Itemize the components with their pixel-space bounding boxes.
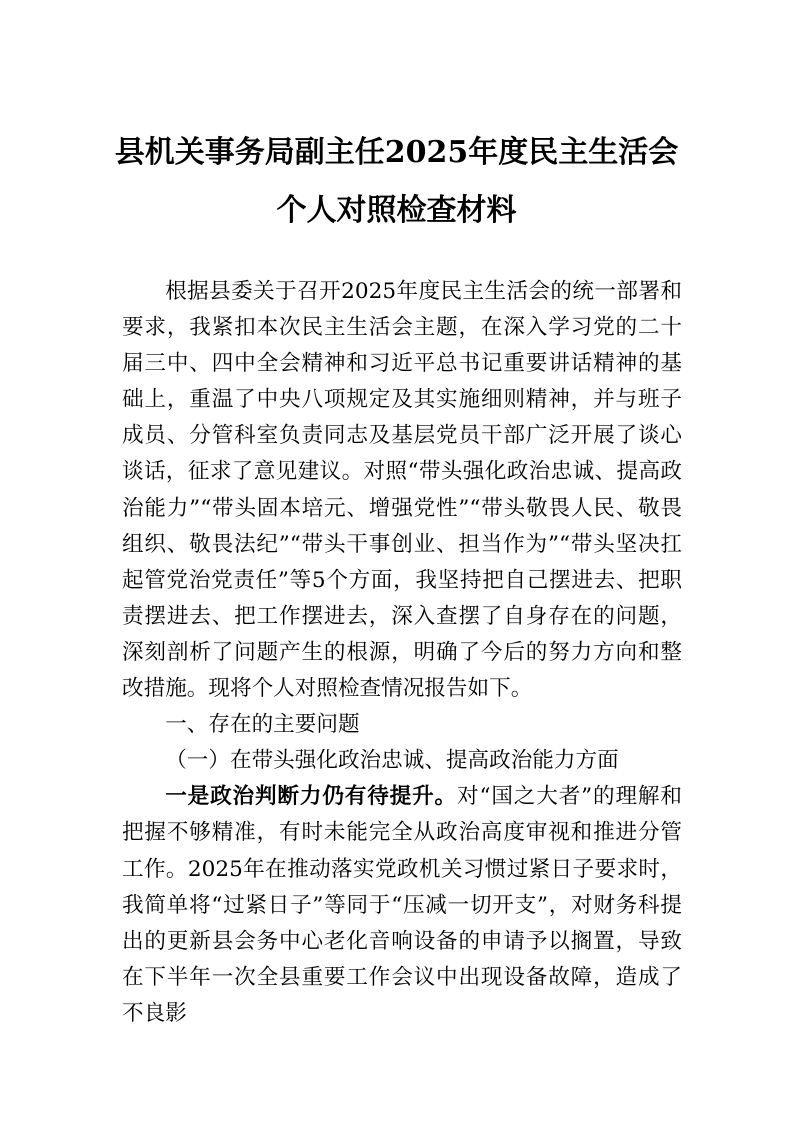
subsection-heading-1: （一）在带头强化政治忠诚、提高政治能力方面 [165,748,619,774]
section-heading-1: 一、存在的主要问题 [165,712,360,738]
point-lead-1: 一是政治判断力仍有待提升。 [165,784,458,810]
document-body [122,274,682,1032]
intro-paragraph: 根据县委关于召开2025年度民主生活会的统一部署和要求，我紧扣本次民主生活会主题，在深入学习党的二十届三中、四中全会精神和习近平总书记重要讲话精神的基础上，重温了中央八项规定及其实施细则精神，并与班子成员、分管科室负责同志及基层党员干部广泛开展了谈心谈话，征求了意见建议。对照“带头强化政治忠诚、提高政治能力”“带头固本培元、增强党性”“带头敬畏人民、敬畏组织、敬畏法纪”“带头干事创业、担当作为”“带头坚决扛起管党治党责任”等5个方面，我坚持把自己摆进去、把职责摆进去、把工作摆进去，深入查摆了自身存在的问题，深刻剖析了问题产生的根源，明确了今后的努力方向和整改措施。现将个人对照检查情况报告如下。 [122,279,682,702]
document-title-line1: 县机关事务局副主任2025年度民主生活会 [114,135,679,170]
point-paragraph-1 [122,779,682,1032]
point-text-1: 对“国之大者”的理解和把握不够精准，有时未能完全从政治高度审视和推进分管工作。2025年在推动落实党政机关习惯过紧日子要求时，我简单将“过紧日子”等同于“压减一切开支”，对财务科提出的更新县会务中心老化音响设备的申请予以搁置，导致在下半年一次全县重要工作会议中出现设备故障，造成了不良影 [122,784,682,1026]
document-title-line2: 个人对照检查材料 [276,193,517,228]
